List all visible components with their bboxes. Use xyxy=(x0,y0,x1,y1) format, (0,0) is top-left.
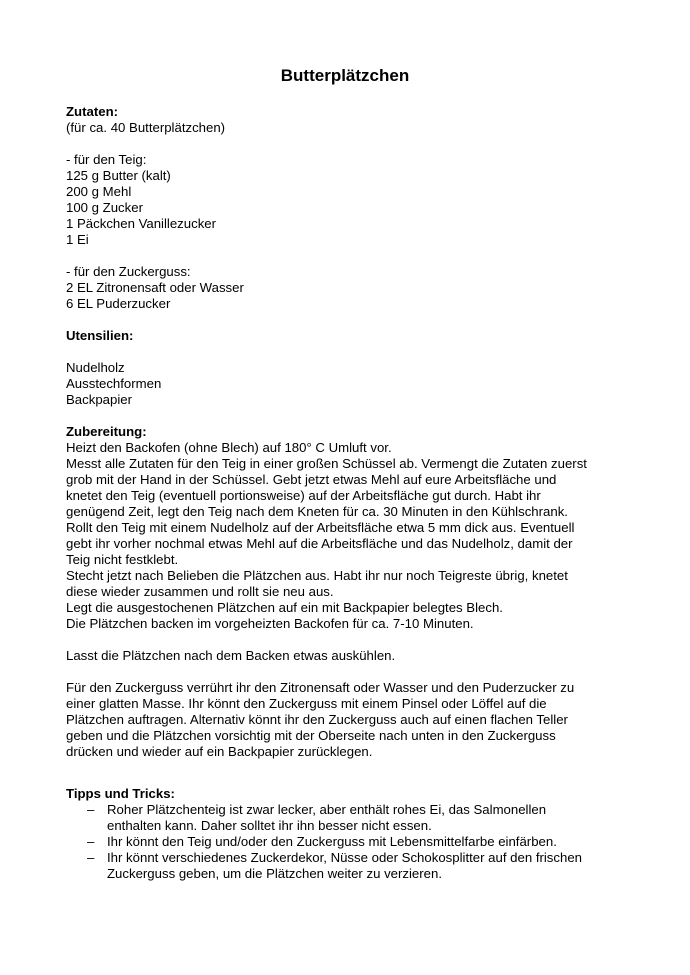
preparation-line: genügend Zeit, legt den Teig nach dem Kneten für ca. 30 Minuten in den Kühlschrank. xyxy=(66,504,568,519)
list-item xyxy=(66,802,626,834)
preparation-line: Teig nicht festklebt. xyxy=(66,552,179,567)
preparation-line: Stecht jetzt nach Belieben die Plätzchen aus. Habt ihr nur noch Teigreste übrig, knetet xyxy=(66,568,568,583)
cooling-note: Lasst die Plätzchen nach dem Backen etwas auskühlen. xyxy=(66,648,396,663)
dash-bullet: – xyxy=(87,834,95,849)
preparation-section xyxy=(66,424,626,760)
ingredient-item: 1 Ei xyxy=(66,232,89,247)
icing-line: geben und die Plätzchen vorsichtig mit der Oberseite nach unten in den Zuckerguss xyxy=(66,728,556,743)
icing-line: einer glatten Masse. Ihr könnt den Zuckerguss mit einem Pinsel oder Löffel auf die xyxy=(66,696,547,711)
ingredients-section xyxy=(66,104,626,312)
preparation-line: Die Plätzchen backen im vorgeheizten Backofen für ca. 7-10 Minuten. xyxy=(66,616,474,631)
dough-heading: - für den Teig: xyxy=(66,152,147,167)
tips-heading: Tipps und Tricks: xyxy=(66,786,175,801)
preparation-line: Legt die ausgestochenen Plätzchen auf ein mit Backpapier belegtes Blech. xyxy=(66,600,503,615)
utensils-heading: Utensilien: xyxy=(66,328,134,343)
spacer xyxy=(66,344,626,360)
preparation-line: grob mit der Hand in der Schüssel. Gebt jetzt etwas Mehl auf eure Arbeitsfläche und xyxy=(66,472,557,487)
recipe-body xyxy=(66,104,626,882)
page-title: Butterplätzchen xyxy=(280,66,410,85)
utensil-item: Backpapier xyxy=(66,392,132,407)
ingredient-item: 2 EL Zitronensaft oder Wasser xyxy=(66,280,244,295)
preparation-line: Messt alle Zutaten für den Teig in einer großen Schüssel ab. Vermengt die Zutaten zuerst xyxy=(66,456,587,471)
ingredient-item: 6 EL Puderzucker xyxy=(66,296,171,311)
tips-list xyxy=(66,802,626,882)
preparation-line: Heizt den Backofen (ohne Blech) auf 180° C Umluft vor. xyxy=(66,440,392,455)
spacer xyxy=(66,248,626,264)
ingredient-item: 100 g Zucker xyxy=(66,200,143,215)
dash-bullet: – xyxy=(87,850,95,865)
tip-line: Roher Plätzchenteig ist zwar lecker, aber enthält rohes Ei, das Salmonellen xyxy=(107,802,547,817)
spacer xyxy=(66,664,626,680)
spacer xyxy=(66,632,626,648)
preparation-steps xyxy=(66,440,626,632)
tip-line: enthalten kann. Daher solltet ihr ihn besser nicht essen. xyxy=(107,818,432,833)
icing-line: Für den Zuckerguss verrührt ihr den Zitronensaft oder Wasser und den Puderzucker zu xyxy=(66,680,575,695)
icing-line: Plätzchen auftragen. Alternativ könnt ihr den Zuckerguss auch auf einen flachen Teller xyxy=(66,712,568,727)
ingredient-item: 125 g Butter (kalt) xyxy=(66,168,171,183)
spacer xyxy=(66,312,626,328)
utensils-section xyxy=(66,328,626,408)
tip-line: Zuckerguss geben, um die Plätzchen weiter zu verzieren. xyxy=(107,866,442,881)
list-item xyxy=(66,850,626,882)
ingredients-heading: Zutaten: xyxy=(66,104,119,119)
ingredient-item: 200 g Mehl xyxy=(66,184,132,199)
preparation-line: knetet den Teig (eventuell portionsweise) auf der Arbeitsfläche gut durch. Habt ihr xyxy=(66,488,541,503)
spacer xyxy=(66,408,626,424)
icing-line: drücken und wieder auf ein Backpapier zurücklegen. xyxy=(66,744,373,759)
preparation-line: diese wieder zusammen und rollt sie neu aus. xyxy=(66,584,334,599)
preparation-heading: Zubereitung: xyxy=(66,424,147,439)
ingredient-item: 1 Päckchen Vanillezucker xyxy=(66,216,217,231)
dash-bullet: – xyxy=(87,802,95,817)
spacer xyxy=(66,136,626,152)
utensil-item: Ausstechformen xyxy=(66,376,162,391)
utensil-item: Nudelholz xyxy=(66,360,125,375)
spacer xyxy=(66,760,626,786)
icing-instructions xyxy=(66,680,626,760)
list-item xyxy=(66,834,626,850)
tip-line: Ihr könnt den Teig und/oder den Zuckerguss mit Lebensmittelfarbe einfärben. xyxy=(107,834,557,849)
preparation-line: Rollt den Teig mit einem Nudelholz auf der Arbeitsfläche etwa 5 mm dick aus. Eventuell xyxy=(66,520,575,535)
icing-heading: - für den Zuckerguss: xyxy=(66,264,191,279)
ingredients-yield: (für ca. 40 Butterplätzchen) xyxy=(66,120,226,135)
preparation-line: gebt ihr vorher nochmal etwas Mehl auf die Arbeitsfläche und das Nudelholz, damit der xyxy=(66,536,573,551)
tips-section xyxy=(66,786,626,882)
tip-line: Ihr könnt verschiedenes Zuckerdekor, Nüsse oder Schokosplitter auf den frischen xyxy=(107,850,583,865)
